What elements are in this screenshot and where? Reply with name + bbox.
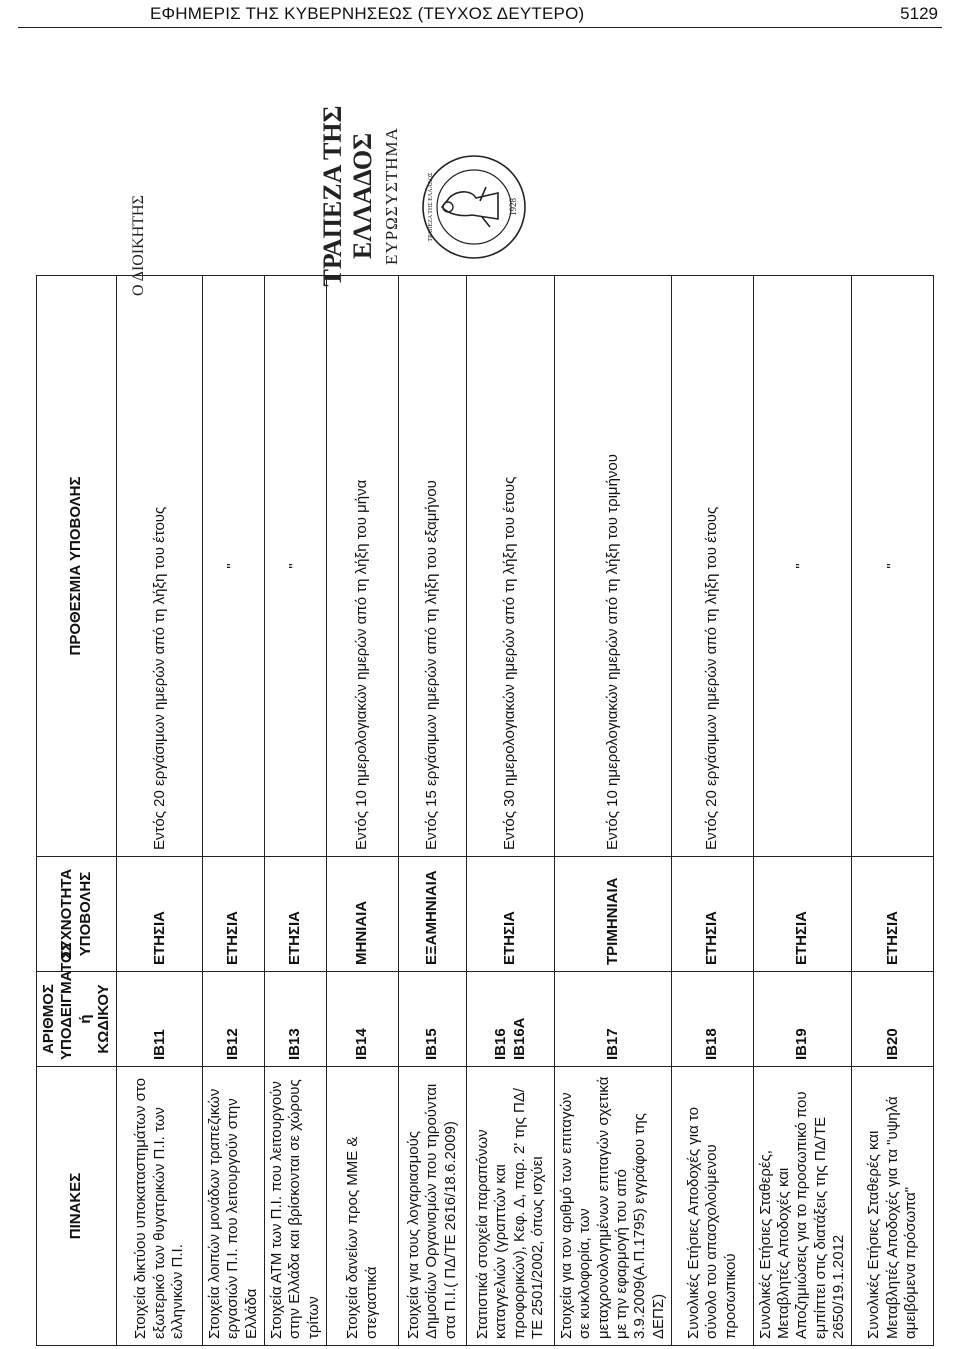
row-description: Στοιχεία λοιπών μονάδων τραπεζικών εργασιών Π.Ι. που λειτουργούν στην Ελλάδα [203, 1067, 265, 1346]
row-deadline: " [265, 276, 327, 857]
row-frequency: ΕΤΗΣΙΑ [117, 857, 203, 972]
row-description: Στοιχεία για τον αριθμό των επιταγών σε κυκλοφορία, των μεταχρονολογημένων επιταγών σχετικά με την εφαρμογή του από 3.9.2009(Α.Π.1795) εγγράφου της ΔΕΠΣ) [555, 1067, 672, 1346]
gazette-title: ΕΦΗΜΕΡΙΣ ΤΗΣ ΚΥΒΕΡΝΗΣΕΩΣ (ΤΕΥΧΟΣ ΔΕΥΤΕΡΟ) [150, 4, 585, 23]
row-frequency: ΕΤΗΣΙΑ [203, 857, 265, 972]
row-frequency: ΕΤΗΣΙΑ [852, 857, 934, 972]
row-frequency: ΜΗΝΙΑΙΑ [327, 857, 399, 972]
governor-signature-label: Ο ΔΙΟΙΚΗΤΗΣ [130, 195, 147, 296]
row-deadline: Εντός 10 ημερολογιακών ημερών από τη λήξη του μήνα [327, 276, 399, 857]
row-code: IB17 [555, 972, 672, 1067]
row-code: IB20 [852, 972, 934, 1067]
table-row [852, 276, 934, 1346]
row-code: IB13 [265, 972, 327, 1067]
rotated-content [0, 36, 960, 1346]
table-row [203, 276, 265, 1346]
row-code: IB11 [117, 972, 203, 1067]
row-frequency: ΤΡΙΜΗΝΙΑΙΑ [555, 857, 672, 972]
bank-subtitle: ΕΥΡΩΣΥΣΤΗΜΑ [382, 127, 401, 265]
row-deadline: " [852, 276, 934, 857]
table-row [467, 276, 555, 1346]
table-row [117, 276, 203, 1346]
row-frequency: ΕΤΗΣΙΑ [753, 857, 851, 972]
table-row [265, 276, 327, 1346]
header-deadline: ΠΡΟΘΕΣΜΙΑ ΥΠΟΒΟΛΗΣ [37, 276, 117, 857]
reporting-table [36, 275, 934, 1346]
row-code: IB19 [753, 972, 851, 1067]
row-code: IB15 [399, 972, 467, 1067]
row-frequency: ΕΤΗΣΙΑ [467, 857, 555, 972]
row-deadline: Εντός 20 εργάσιμων ημερών από τη λήξη του έτους [117, 276, 203, 857]
bank-seal-icon [420, 153, 528, 261]
row-deadline: Εντός 10 ημερολογιακών ημερών από τη λήξη του τριμήνου [555, 276, 672, 857]
seal-ring-text: ΤΡΑΠΕΖΑ ΤΗΣ ΕΛΛΑΔΟΣ [428, 172, 434, 242]
table-header-row [37, 276, 117, 1346]
row-deadline: Εντός 15 εργάσιμων ημερών από τη λήξη του εξαμήνου [399, 276, 467, 857]
row-code: IB12 [203, 972, 265, 1067]
row-deadline: Εντός 20 εργάσιμων ημερών από τη λήξη του έτους [671, 276, 753, 857]
row-description: Στοιχεία δικτύου υποκαταστημάτων στο εξωτερικό των θυγατρικών Π.Ι. των ελληνικών Π.Ι. [117, 1067, 203, 1346]
header-frequency: ΣΥΧΝΟΤΗΤΑ ΥΠΟΒΟΛΗΣ [37, 857, 117, 972]
bank-name: ΤΡΑΠΕΖΑ ΤΗΣ ΕΛΛΑΔΟΣ [318, 105, 377, 287]
row-description: Συνολικές Ετήσιες Σταθερές και Μεταβλητές Αποδοχές για τα "υψηλά αμειβόμενα πρόσωπα" [852, 1067, 934, 1346]
row-code: IB18 [671, 972, 753, 1067]
table-row [399, 276, 467, 1346]
header-tables: ΠΙΝΑΚΕΣ [37, 1067, 117, 1346]
row-code: IB16 IB16A [467, 972, 555, 1067]
row-description: Στοιχεία δανείων προς ΜΜΕ & στεγαστικά [327, 1067, 399, 1346]
row-deadline: Εντός 30 ημερολογιακών ημερών από τη λήξη του έτους [467, 276, 555, 857]
page-number: 5129 [900, 4, 938, 23]
table-row [555, 276, 672, 1346]
row-description: Στοιχεία ΑΤΜ των Π.Ι. που λειτουργούν στην Ελλάδα και βρίσκονται σε χώρους τρίτων [265, 1067, 327, 1346]
table-row [327, 276, 399, 1346]
row-deadline: " [203, 276, 265, 857]
seal-year: 1928 [508, 198, 518, 216]
row-description: Συνολικές Ετήσιες Σταθερές, Μεταβλητές Αποδοχές και Αποζημιώσεις για το προσωπικό που εμπίπτει στις διατάξεις της ΠΔ/ΤΕ 2650/19.1.2012 [753, 1067, 851, 1346]
row-deadline: " [753, 276, 851, 857]
table-row [753, 276, 851, 1346]
table-row [671, 276, 753, 1346]
row-frequency: ΕΞΑΜΗΝΙΑΙΑ [399, 857, 467, 972]
row-frequency: ΕΤΗΣΙΑ [265, 857, 327, 972]
header-code: ΑΡΙΘΜΟΣ ΥΠΟΔΕΙΓΜΑΤΟΣ ή ΚΩΔΙΚΟΥ [37, 972, 117, 1067]
row-description: Συνολικές Ετήσιες Αποδοχές για το σύνολο του απασχολούμενου προσωπικού [671, 1067, 753, 1346]
row-code: IB14 [327, 972, 399, 1067]
row-frequency: ΕΤΗΣΙΑ [671, 857, 753, 972]
row-description: Στατιστικά στοιχεία παραπόνων καταγγελιών (γραπτών και προφορικών), Κεφ. Δ, παρ. 2' της ΠΔ/ΤΕ 2501/2002, όπως ισχύει [467, 1067, 555, 1346]
row-description: Στοιχεία για τους λογαριασμούς Δημοσίων Οργανισμών που τηρούνται στα Π.Ι.( ΠΔ/ΤΕ 2616/18.6.2009) [399, 1067, 467, 1346]
